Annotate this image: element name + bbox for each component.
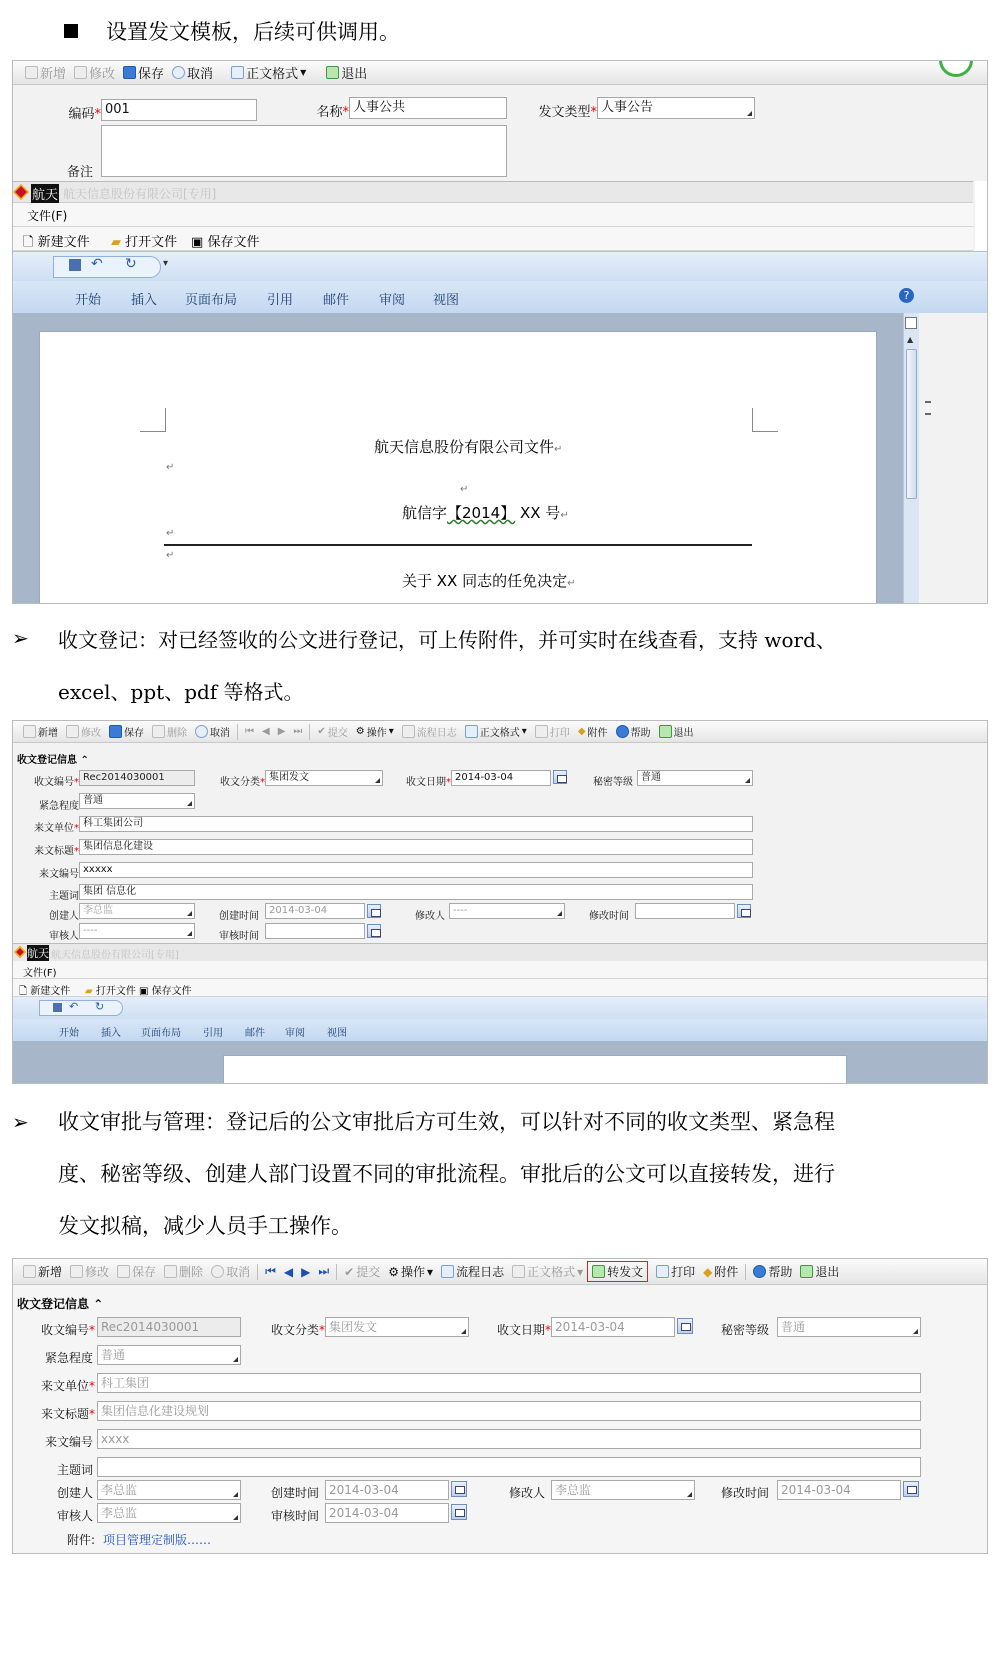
ribbon-tabs [13,1019,987,1041]
tab-review[interactable]: 审阅 [285,1028,305,1039]
open-file-button[interactable]: ▰ 打开文件 [85,986,136,997]
quick-access-bar [13,997,987,1019]
create-time-label: 创建时间 [219,911,259,922]
format-icon [231,66,244,79]
toolbar-separator [309,724,310,740]
print-button[interactable]: 打印 [652,1263,699,1280]
save-file-button[interactable]: ▣ 保存文件 [139,986,192,997]
doc-type-select[interactable]: 人事公告 [597,97,755,119]
submit-button[interactable]: ✔ 提交 [317,726,348,739]
nav-next-icon[interactable]: ▶ [301,1264,311,1279]
toolbar-separator [336,1264,337,1280]
rec-no-label: 收文编号* [40,1323,95,1337]
modify-time-input[interactable]: 2014-03-04 [777,1480,901,1500]
brand-logo-icon [13,184,29,200]
from-unit-input[interactable]: 科工集团公司 [79,816,753,832]
log-icon [402,725,415,738]
nav-next-icon[interactable]: ▶ [277,726,286,737]
doc-line-1: 航天信息股份有限公司文件↵ [374,438,563,456]
operation-button[interactable]: ⚙ 操作 ▾ [355,726,394,739]
format-icon [465,725,478,738]
exit-button[interactable]: 退出 [322,63,371,82]
doc-rule [164,544,752,546]
tab-mailings[interactable]: 邮件 [245,1028,265,1039]
quick-access-bar [13,251,987,281]
format-button[interactable]: 正文格式 ▾ [461,724,531,739]
reviewer-label: 审核人 [56,1509,93,1523]
intro-text: 设置发文模板，后续可供调用。 [106,20,400,44]
nav-prev-icon[interactable]: ◀ [283,1264,294,1279]
tab-view[interactable]: 视图 [327,1028,347,1039]
creator-select[interactable]: 李总监 [97,1480,241,1500]
edit-icon [74,66,87,79]
remark-label: 备注 [66,165,93,180]
save-icon [117,1265,130,1278]
blank-page-icon: 🗋 [23,235,34,250]
template-toolbar [13,61,987,85]
edit-button[interactable]: 修改 [70,63,119,82]
calendar-icon[interactable] [677,1318,693,1334]
check-icon: ✔ [344,1264,355,1279]
exit-button[interactable]: 退出 [655,724,698,739]
from-unit-input[interactable]: 科工集团 [97,1373,921,1393]
receive-register-text-2: excel、ppt、pdf 等格式。 [58,680,304,704]
review-time-label: 审核时间 [219,931,259,942]
modifier-label: 修改人 [415,911,445,922]
create-time-input[interactable]: 2014-03-04 [265,903,365,919]
print-button[interactable]: 打印 [531,724,574,739]
edit-icon [66,725,79,738]
attachment-icon: ◆ [577,726,586,737]
office-title: 航天信息股份有限公司[专用] [51,950,179,961]
office-menu-bar [13,203,973,227]
tab-home[interactable]: 开始 [59,1028,79,1039]
exit-icon [659,725,672,738]
date-input[interactable]: 2014-03-04 [451,770,551,786]
arrow-bullet-icon: ➢ [12,626,29,650]
printer-icon [656,1265,669,1278]
code-label: 编码* [68,107,101,122]
office-command-bar [13,227,973,251]
secret-label: 秘密等级 [720,1323,769,1337]
receive-register-screenshot [12,720,988,1084]
help-icon [616,725,629,738]
help-button[interactable]: 帮助 [749,1263,796,1280]
redo-icon[interactable]: ↻ [125,256,137,272]
paragraph-mark: ↵ [166,462,175,473]
review-time-input[interactable]: 2014-03-04 [325,1503,449,1523]
tab-review[interactable]: 审阅 [379,293,406,308]
modifier-select[interactable]: ---- [449,903,565,919]
doc-title-label: 来文标题* [34,846,79,857]
qa-save-icon[interactable] [53,1003,62,1012]
modifier-select[interactable]: 李总监 [551,1480,695,1500]
calendar-icon[interactable] [451,1481,467,1497]
tab-page-layout[interactable]: 页面布局 [185,293,238,308]
calendar-icon[interactable] [737,904,751,918]
tab-home[interactable]: 开始 [75,293,102,308]
secret-select[interactable]: 普通 [777,1317,921,1337]
receive-approval-screenshot [12,1258,988,1554]
office-title: 航天信息股份有限公司[专用] [63,187,217,201]
menu-file[interactable]: 文件(F) [23,968,57,979]
brand-logo-text: 航天 [27,947,49,960]
exit-icon [800,1265,813,1278]
tab-insert[interactable]: 插入 [131,293,158,308]
nav-first-icon[interactable]: ⏮ [245,726,254,737]
folder-icon: ▰ [111,235,121,250]
secret-select[interactable]: 普通 [637,770,753,786]
help-icon [753,1265,766,1278]
quick-access-toolbar [39,1000,123,1016]
delete-button[interactable]: 删除 [160,1263,207,1280]
attachment-button[interactable]: ◆ 附件 [703,1264,739,1279]
undo-icon[interactable]: ↶ [69,1000,79,1013]
category-label: 收文分类* [270,1323,325,1337]
doc-type-label: 发文类型* [538,105,597,120]
paragraph-mark: ↵ [460,484,469,495]
dropdown-arrow-icon: ▼ [300,68,307,77]
reviewer-select[interactable]: 李总监 [97,1503,241,1523]
secret-label: 秘密等级 [593,777,633,788]
ribbon-tabs [13,281,987,313]
modifier-label: 修改人 [508,1486,545,1500]
nav-prev-icon[interactable]: ◀ [262,726,270,737]
rec-no-label: 收文编号* [34,777,79,788]
attachment-link[interactable]: 项目管理定制版…… [103,1533,212,1547]
approval-text-1: 收文审批与管理：登记后的公文审批后方可生效，可以针对不同的收文类型、紧急程 [58,1110,835,1134]
collapse-icon: ⌃ [77,755,89,766]
doc-no-label: 来文编号 [44,1435,93,1449]
create-time-label: 创建时间 [270,1486,319,1500]
urgency-select[interactable]: 普通 [97,1345,241,1365]
cancel-button[interactable]: 取消 [191,724,234,739]
help-icon[interactable]: ? [899,288,914,303]
scroll-up-icon[interactable]: ▲ [907,335,914,344]
exit-button[interactable]: 退出 [796,1263,843,1280]
doc-title-input[interactable]: 集团信息化建设规划 [97,1401,921,1421]
square-bullet-icon [64,24,78,38]
save-button[interactable]: 保存 [113,1263,160,1280]
creator-label: 创建人 [49,911,79,922]
submit-button[interactable]: ✔ 提交 [344,1264,381,1279]
edit-icon [70,1265,83,1278]
arrow-bullet-icon: ➢ [12,1110,29,1134]
new-button[interactable]: 新增 [19,1263,66,1280]
edit-button[interactable]: 修改 [66,1263,113,1280]
margin-corner-tl [140,408,166,432]
toolbar-separator [237,724,238,740]
collapse-icon: ⌃ [89,1297,104,1311]
attachment-icon: ◆ [703,1264,713,1279]
open-file-button[interactable]: ▰ 打开文件 [111,235,178,250]
rec-no-input[interactable]: Rec2014030001 [79,770,195,786]
save-button[interactable]: 保存 [105,724,148,739]
cancel-icon [211,1265,224,1278]
new-file-button[interactable]: 🗋 新建文件 [19,986,71,997]
calendar-icon[interactable] [367,924,381,938]
calendar-icon[interactable] [553,770,567,784]
category-select[interactable]: 集团发文 [325,1317,469,1337]
office-menu-bar [13,961,987,979]
tab-insert[interactable]: 插入 [101,1028,121,1039]
subject-label: 主题词 [49,891,79,902]
save-file-button[interactable]: ▣ 保存文件 [191,235,260,250]
floppy-icon: ▣ [191,235,204,250]
floppy-icon: ▣ [139,986,149,997]
cancel-icon [195,725,208,738]
from-unit-label: 来文单位* [40,1379,95,1393]
date-label: 收文日期* [496,1323,551,1337]
cancel-button[interactable]: 取消 [207,1263,254,1280]
rec-no-input[interactable]: Rec2014030001 [97,1317,241,1337]
flow-log-button[interactable]: 流程日志 [398,724,461,739]
forward-icon [592,1265,605,1278]
date-label: 收文日期* [406,777,451,788]
toolbar-separator [257,1264,258,1280]
format-button[interactable]: 正文格式 ▼ [227,63,310,82]
blank-page-icon: 🗋 [19,986,28,997]
save-icon [123,66,136,79]
redo-icon[interactable]: ↻ [95,1000,105,1013]
split-handle[interactable] [925,401,931,415]
subject-input[interactable] [97,1457,921,1477]
format-icon [512,1265,525,1278]
edit-button[interactable]: 修改 [62,724,105,739]
review-time-input[interactable] [265,923,365,939]
brand-logo-icon [14,946,26,958]
cancel-button[interactable]: 取消 [168,63,217,82]
approval-text-3: 发文拟稿，减少人员手工操作。 [58,1214,352,1238]
urgency-label: 紧急程度 [44,1351,93,1365]
office-title-bar [13,943,987,961]
qa-save-icon[interactable] [69,259,81,271]
tab-view[interactable]: 视图 [433,293,460,308]
delete-button[interactable]: 删除 [148,724,191,739]
save-button[interactable]: 保存 [119,63,168,82]
register-toolbar [13,721,987,743]
doc-title-label: 来文标题* [40,1407,95,1421]
calendar-icon[interactable] [451,1504,467,1520]
attachment-button[interactable]: ◆ 附件 [577,726,608,739]
flow-log-button[interactable]: 流程日志 [437,1263,508,1280]
new-button[interactable]: 新增 [21,63,70,82]
brand-logo-text: 航天 [31,184,59,203]
reviewer-label: 审核人 [49,931,79,942]
nav-last-icon[interactable]: ⏭ [293,726,303,737]
doc-line-3: 关于 XX 同志的任免决定↵ [402,572,576,590]
cancel-icon [172,66,185,79]
gear-icon: ⚙ [388,1264,400,1279]
urgency-label: 紧急程度 [39,801,79,812]
creator-label: 创建人 [56,1486,93,1500]
tab-references[interactable]: 引用 [203,1028,223,1039]
reviewer-select[interactable]: ---- [79,923,195,939]
date-input[interactable]: 2014-03-04 [551,1317,675,1337]
new-doc-icon [23,725,36,738]
attachment-label: 附件: [66,1533,95,1547]
calendar-icon[interactable] [367,904,381,918]
delete-icon [164,1265,177,1278]
exit-icon [326,66,339,79]
format-button[interactable]: 正文格式 ▾ [508,1263,587,1280]
word-page [223,1055,847,1084]
new-doc-icon [23,1265,36,1278]
nav-first-icon[interactable]: ⏮ [265,1264,276,1278]
check-icon: ✔ [317,726,326,737]
urgency-select[interactable]: 普通 [79,793,195,809]
word-page [39,331,877,604]
modify-time-input[interactable] [635,903,735,919]
tab-references[interactable]: 引用 [267,293,294,308]
code-input[interactable]: 001 [101,99,257,121]
ruler-icon[interactable] [905,317,917,329]
new-button[interactable]: 新增 [19,724,62,739]
template-screenshot [12,60,988,604]
paragraph-mark: ↵ [166,550,175,561]
tab-mailings[interactable]: 邮件 [323,293,350,308]
scroll-thumb[interactable] [906,349,917,499]
approval-text-2: 度、秘密等级、创建人部门设置不同的审批流程。审批后的公文可以直接转发，进行 [58,1162,835,1186]
review-time-label: 审核时间 [270,1509,319,1523]
new-file-button[interactable]: 🗋 新建文件 [23,235,90,250]
help-button[interactable]: 帮助 [612,724,655,739]
receive-register-text-1: 收文登记：对已经签收的公文进行登记，可上传附件，并可实时在线查看，支持 word、 [58,628,836,652]
remark-textarea[interactable] [101,125,507,177]
doc-line-2: 航信字【2014】 XX 号↵ [402,504,569,522]
menu-file[interactable]: 文件(F) [27,209,68,223]
doc-title-input[interactable]: 集团信息化建设 [79,839,753,855]
office-command-bar [13,979,987,997]
vertical-scrollbar[interactable] [903,313,919,604]
category-select[interactable]: 集团发文 [265,770,383,786]
qa-customize-icon[interactable]: ▾ [163,258,169,269]
modify-time-label: 修改时间 [720,1486,769,1500]
section-title[interactable]: 收文登记信息 ⌃ [17,1297,104,1311]
tab-page-layout[interactable]: 页面布局 [141,1028,181,1039]
create-time-input[interactable]: 2014-03-04 [325,1480,449,1500]
forward-to-send-button[interactable]: 转发文 [587,1261,648,1282]
nav-last-icon[interactable]: ⏭ [318,1264,330,1278]
name-input[interactable]: 人事公共 [349,97,507,119]
folder-icon: ▰ [85,986,93,997]
from-unit-label: 来文单位* [34,823,79,834]
gear-icon: ⚙ [355,726,365,737]
printer-icon [535,725,548,738]
modify-time-label: 修改时间 [589,911,629,922]
paragraph-mark: ↵ [166,528,175,539]
section-title[interactable]: 收文登记信息 ⌃ [17,755,89,766]
name-label: 名称* [316,105,349,120]
toolbar-separator [745,1264,746,1280]
calendar-icon[interactable] [903,1481,919,1497]
new-doc-icon [25,66,38,79]
log-icon [441,1265,454,1278]
doc-no-input[interactable]: xxxx [97,1429,921,1449]
creator-select[interactable]: 李总监 [79,903,195,919]
operation-button[interactable]: ⚙ 操作 ▾ [388,1264,434,1279]
category-label: 收文分类* [220,777,265,788]
save-icon [109,725,122,738]
margin-corner-tr [752,408,778,432]
subject-input[interactable]: 集团 信息化 [79,884,753,900]
subject-label: 主题词 [56,1463,93,1477]
undo-icon[interactable]: ↶ [91,256,103,272]
approval-toolbar [13,1259,987,1285]
doc-no-label: 来文编号 [39,869,79,880]
doc-no-input[interactable]: xxxxx [79,862,753,878]
delete-icon [152,725,165,738]
office-title-bar [13,181,973,203]
